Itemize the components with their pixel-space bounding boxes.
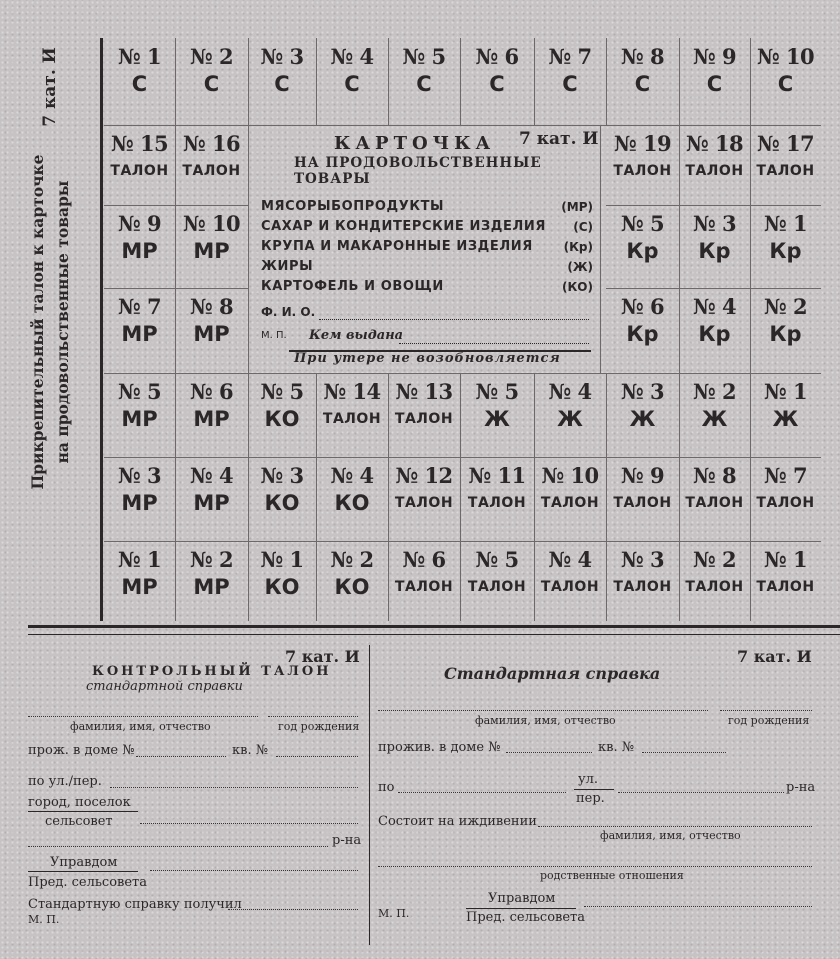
coupon-cell[interactable] <box>679 38 750 125</box>
stub-title-line2: на продовольственные товары <box>53 180 72 464</box>
coupon-code: С <box>562 72 578 96</box>
coupon-cell[interactable] <box>606 205 679 288</box>
control-house-field[interactable] <box>136 756 226 757</box>
coupon-code: Кр <box>698 322 731 346</box>
coupon-number: № 3 <box>692 211 737 236</box>
coupon-number: № 6 <box>189 379 234 404</box>
coupon-cell[interactable] <box>460 541 534 621</box>
control-street-field[interactable] <box>110 787 358 788</box>
coupon-number: № 4 <box>330 44 374 69</box>
control-district-label: р-на <box>332 833 362 848</box>
coupon-cell[interactable] <box>606 288 679 373</box>
card-item-label: ЖИРЫ <box>261 259 314 274</box>
certificate-title: Стандартная справка <box>444 664 661 683</box>
coupon-number: № 17 <box>756 131 815 156</box>
coupon-cell[interactable] <box>750 288 821 373</box>
coupon-number: № 1 <box>117 547 162 572</box>
coupon-number: № 3 <box>620 547 665 572</box>
coupon-code: С <box>131 72 148 96</box>
grid-line <box>248 38 249 125</box>
coupon-code: Кр <box>698 239 731 263</box>
coupon-code: КО <box>334 491 370 515</box>
coupon-number: № 7 <box>763 463 808 488</box>
coupon-code: ТАЛОН <box>394 411 454 427</box>
coupon-code: ТАЛОН <box>540 495 600 511</box>
control-manager-label: Управдом <box>50 855 118 870</box>
coupon-code: С <box>706 72 723 96</box>
certificate-po-label: по <box>378 780 395 795</box>
card-no-replace-note: При утере не возобновляется <box>294 351 561 366</box>
control-chair-label: Пред. сельсовета <box>28 875 147 890</box>
stub-title-line1: Прикрепительный талон к карточке <box>28 154 47 490</box>
coupon-code: ТАЛОН <box>322 411 382 427</box>
coupon-code: Кр <box>626 322 659 346</box>
certificate-apt-label: кв. № <box>598 740 635 755</box>
stub-divider <box>100 38 103 621</box>
coupon-number: № 3 <box>620 379 665 404</box>
certificate-dependent-field[interactable] <box>538 826 812 827</box>
coupon-number: № 8 <box>692 463 737 488</box>
coupon-cell[interactable] <box>679 125 750 205</box>
coupon-number: № 13 <box>395 379 453 404</box>
coupon-code: С <box>777 72 794 96</box>
coupon-number: № 10 <box>182 211 241 236</box>
coupon-cell[interactable] <box>534 457 606 541</box>
certificate-street-field[interactable] <box>618 792 784 793</box>
coupon-number: № 4 <box>189 463 234 488</box>
card-item-code: (Ж) <box>567 260 593 274</box>
coupon-cell[interactable] <box>104 457 175 541</box>
coupon-code: ТАЛОН <box>467 579 527 595</box>
coupon-cell[interactable] <box>388 38 460 125</box>
control-stamp-label: М. П. <box>28 913 60 926</box>
coupon-cell[interactable] <box>534 373 606 457</box>
coupon-code: МР <box>121 491 158 515</box>
coupon-cell[interactable] <box>750 38 821 125</box>
certificate-fio-field[interactable] <box>378 710 708 711</box>
control-category: 7 кат. И <box>285 647 360 666</box>
grid-line <box>175 38 176 125</box>
coupon-number: № 6 <box>475 44 519 69</box>
coupon-number: № 2 <box>189 547 234 572</box>
coupon-cell[interactable] <box>175 457 248 541</box>
certificate-birth-field[interactable] <box>720 710 812 711</box>
coupon-code: КО <box>334 575 370 599</box>
control-apt-field[interactable] <box>276 756 358 757</box>
coupon-code: Кр <box>769 239 802 263</box>
grid-line <box>388 38 389 125</box>
coupon-cell[interactable] <box>104 125 175 205</box>
coupon-number: № 4 <box>692 294 737 319</box>
coupon-number: № 5 <box>475 547 519 572</box>
control-subtitle: стандартной справки <box>86 679 243 694</box>
coupon-cell[interactable] <box>316 373 388 457</box>
grid-line <box>750 125 751 373</box>
coupon-cell[interactable] <box>606 457 679 541</box>
grid-line <box>750 38 751 125</box>
coupon-code: ТАЛОН <box>756 579 815 595</box>
control-city-underline <box>28 811 138 812</box>
grid-line <box>606 373 607 621</box>
coupon-number: № 5 <box>260 379 304 404</box>
control-received-field[interactable] <box>228 909 358 910</box>
coupon-cell[interactable] <box>606 373 679 457</box>
coupon-cell[interactable] <box>460 373 534 457</box>
coupon-cell[interactable] <box>175 38 248 125</box>
control-manager-underline <box>28 871 138 872</box>
coupon-cell[interactable] <box>316 38 388 125</box>
coupon-code: С <box>489 72 505 96</box>
coupon-code: Ж <box>484 407 510 431</box>
card-title: КАРТОЧКА <box>334 133 496 154</box>
coupon-cell[interactable] <box>606 541 679 621</box>
grid-line <box>606 288 821 289</box>
coupon-cell[interactable] <box>750 457 821 541</box>
stub-title <box>25 154 75 489</box>
grid-line <box>316 38 317 125</box>
card-item-code: (МР) <box>561 200 593 214</box>
card-item-code: (Кр) <box>563 240 593 254</box>
coupon-cell[interactable] <box>679 373 750 457</box>
grid-line <box>679 38 680 125</box>
coupon-number: № 1 <box>260 547 304 572</box>
coupon-number: № 2 <box>692 547 737 572</box>
control-birth-label: год рождения <box>278 720 360 733</box>
certificate-dependent-label: Состоит на иждивении <box>378 814 537 829</box>
coupon-code: Ж <box>701 407 728 431</box>
coupon-code: С <box>416 72 432 96</box>
coupon-code: Ж <box>557 407 583 431</box>
coupon-number: № 4 <box>548 547 592 572</box>
certificate-birth-label: год рождения <box>728 714 810 727</box>
coupon-code: МР <box>193 239 230 263</box>
coupon-number: № 1 <box>117 44 162 69</box>
grid-line <box>316 373 317 621</box>
coupon-code: Кр <box>626 239 659 263</box>
coupon-number: № 3 <box>260 463 304 488</box>
coupon-code: МР <box>121 575 158 599</box>
coupon-code: МР <box>193 491 230 515</box>
certificate-relation-label: родственные отношения <box>540 869 684 882</box>
coupon-code: ТАЛОН <box>685 579 744 595</box>
grid-line <box>248 373 249 621</box>
coupon-cell[interactable] <box>175 288 248 373</box>
coupon-number: № 11 <box>468 463 526 488</box>
card-stamp-label: М. П. <box>261 330 287 341</box>
grid-line <box>460 38 461 125</box>
coupon-code: ТАЛОН <box>613 163 672 179</box>
control-village-label: сельсовет <box>45 814 113 829</box>
coupon-cell[interactable] <box>175 205 248 288</box>
coupon-number: № 9 <box>692 44 737 69</box>
coupon-cell[interactable] <box>460 38 534 125</box>
grid-line <box>606 38 607 125</box>
coupon-code: ТАЛОН <box>756 495 815 511</box>
coupon-number: № 10 <box>541 463 599 488</box>
coupon-number: № 9 <box>117 211 162 236</box>
certificate-fio-label: фамилия, имя, отчество <box>475 714 616 727</box>
grid-line <box>104 373 821 374</box>
coupon-code: МР <box>121 239 158 263</box>
coupon-number: № 14 <box>323 379 381 404</box>
card-subtitle: НА ПРОДОВОЛЬСТВЕННЫЕ ТОВАРЫ <box>294 155 542 187</box>
grid-line <box>534 373 535 621</box>
ration-card-panel <box>249 125 601 365</box>
coupon-code: ТАЛОН <box>394 579 454 595</box>
coupon-number: № 4 <box>548 379 592 404</box>
coupon-code: КО <box>264 407 300 431</box>
coupon-number: № 3 <box>260 44 304 69</box>
coupon-number: № 2 <box>189 44 234 69</box>
certificate-district-label: р-на <box>786 780 816 795</box>
grid-line <box>534 38 535 125</box>
control-fio-label: фамилия, имя, отчество <box>70 720 211 733</box>
coupon-cell[interactable] <box>388 373 460 457</box>
coupon-cell[interactable] <box>534 541 606 621</box>
coupon-code: ТАЛОН <box>110 163 169 179</box>
control-city-field[interactable] <box>140 823 358 824</box>
certificate-stamp-label: М. П. <box>378 907 410 920</box>
coupon-cell[interactable] <box>175 373 248 457</box>
coupon-code: ТАЛОН <box>685 495 744 511</box>
coupon-cell[interactable] <box>606 125 679 205</box>
coupon-cell[interactable] <box>248 373 316 457</box>
coupon-number: № 5 <box>117 379 162 404</box>
coupon-number: № 4 <box>330 463 374 488</box>
certificate-manager-underline <box>466 908 576 909</box>
coupon-cell[interactable] <box>460 457 534 541</box>
coupon-cell[interactable] <box>316 457 388 541</box>
coupon-code: ТАЛОН <box>613 495 672 511</box>
coupon-code: ТАЛОН <box>613 579 672 595</box>
coupon-code: С <box>344 72 360 96</box>
certificate-relation-field[interactable] <box>378 866 812 867</box>
coupon-number: № 6 <box>620 294 665 319</box>
coupon-code: МР <box>121 322 158 346</box>
coupon-cell[interactable] <box>104 205 175 288</box>
grid-line <box>104 288 248 289</box>
coupon-cell[interactable] <box>388 541 460 621</box>
control-street-label: по ул./пер. <box>28 774 102 789</box>
certificate-lane-label: пер. <box>576 791 605 806</box>
coupon-cell[interactable] <box>750 205 821 288</box>
control-fio-field[interactable] <box>28 716 258 717</box>
coupon-code: МР <box>193 322 230 346</box>
grid-line <box>679 373 680 621</box>
coupon-code: ТАЛОН <box>182 163 241 179</box>
grid-line <box>104 205 248 206</box>
coupon-cell[interactable] <box>104 373 175 457</box>
grid-line <box>104 541 821 542</box>
coupon-code: ТАЛОН <box>467 495 527 511</box>
coupon-code: КО <box>264 575 300 599</box>
certificate-street-fraction <box>574 789 614 790</box>
control-district-field[interactable] <box>28 846 328 847</box>
coupon-cell[interactable] <box>606 38 679 125</box>
coupon-code: ТАЛОН <box>756 163 815 179</box>
section-divider <box>28 625 840 628</box>
coupon-code: МР <box>121 407 158 431</box>
coupon-number: № 15 <box>110 131 169 156</box>
coupon-number: № 1 <box>763 547 808 572</box>
control-title: КОНТРОЛЬНЫЙ ТАЛОН <box>92 664 332 679</box>
coupon-cell[interactable] <box>750 373 821 457</box>
coupon-number: № 1 <box>763 379 808 404</box>
control-apt-label: кв. № <box>232 743 269 758</box>
coupon-cell[interactable] <box>104 541 175 621</box>
certificate-manager-label: Управдом <box>488 891 556 906</box>
card-item-code: (С) <box>573 220 593 234</box>
card-fio-field[interactable] <box>319 319 589 320</box>
control-city-label: город, поселок <box>28 795 131 810</box>
certificate-street-label: ул. <box>578 772 599 787</box>
control-signature-field[interactable] <box>150 870 358 871</box>
control-house-label: прож. в доме № <box>28 743 135 758</box>
coupon-cell[interactable] <box>534 38 606 125</box>
coupon-number: № 18 <box>685 131 744 156</box>
coupon-cell[interactable] <box>679 541 750 621</box>
coupon-number: № 10 <box>756 44 815 69</box>
coupon-code: Ж <box>629 407 656 431</box>
certificate-locality-field[interactable] <box>398 792 566 793</box>
certificate-house-label: прожив. в доме № <box>378 740 501 755</box>
coupon-cell[interactable] <box>388 457 460 541</box>
coupon-cell[interactable] <box>175 125 248 205</box>
grid-line <box>679 125 680 373</box>
coupon-code: Ж <box>772 407 799 431</box>
coupon-number: № 8 <box>620 44 665 69</box>
grid-line <box>388 373 389 621</box>
certificate-fio2-label: фамилия, имя, отчество <box>600 829 741 842</box>
coupon-number: № 3 <box>117 463 162 488</box>
card-item-label: САХАР И КОНДИТЕРСКИЕ ИЗДЕЛИЯ <box>261 219 546 234</box>
coupon-code: МР <box>193 575 230 599</box>
coupon-number: № 8 <box>189 294 234 319</box>
coupon-number: № 7 <box>117 294 162 319</box>
coupon-code: С <box>203 72 220 96</box>
certificate-signature-field[interactable] <box>584 906 812 907</box>
coupon-number: № 2 <box>330 547 374 572</box>
card-item-label: КАРТОФЕЛЬ И ОВОЩИ <box>261 279 444 294</box>
coupon-cell[interactable] <box>104 288 175 373</box>
coupon-code: Кр <box>769 322 802 346</box>
grid-line <box>460 373 461 621</box>
attachment-stub <box>10 32 90 612</box>
certificate-house-field[interactable] <box>506 752 592 753</box>
coupon-code: ТАЛОН <box>540 579 600 595</box>
card-issued-field[interactable] <box>399 343 589 344</box>
card-issued-label: Кем выдана <box>309 328 404 343</box>
coupon-number: № 2 <box>763 294 808 319</box>
grid-line <box>175 373 176 621</box>
grid-line <box>175 125 176 373</box>
coupon-cell[interactable] <box>248 38 316 125</box>
coupon-number: № 19 <box>613 131 672 156</box>
certificate-chair-label: Пред. сельсовета <box>466 910 585 925</box>
card-item-code: (КО) <box>562 280 593 294</box>
coupon-number: № 12 <box>395 463 453 488</box>
coupon-cell[interactable] <box>248 541 316 621</box>
coupon-cell[interactable] <box>679 205 750 288</box>
card-category: 7 кат. И <box>519 129 599 149</box>
certificate-category: 7 кат. И <box>737 647 812 666</box>
grid-line <box>750 373 751 621</box>
card-item-label: КРУПА И МАКАРОННЫЕ ИЗДЕЛИЯ <box>261 239 533 254</box>
coupon-code: С <box>634 72 651 96</box>
coupon-code: ТАЛОН <box>685 163 744 179</box>
coupon-cell[interactable] <box>175 541 248 621</box>
control-birth-field[interactable] <box>268 716 358 717</box>
coupon-number: № 5 <box>620 211 665 236</box>
coupon-number: № 6 <box>402 547 446 572</box>
coupon-cell[interactable] <box>679 457 750 541</box>
grid-line <box>606 205 821 206</box>
stub-certificate-divider <box>369 645 370 945</box>
coupon-code: КО <box>264 491 300 515</box>
coupon-code: МР <box>193 407 230 431</box>
coupon-code: С <box>274 72 290 96</box>
grid-line <box>104 457 821 458</box>
coupon-cell[interactable] <box>248 457 316 541</box>
card-fio-label: Ф. И. О. <box>261 305 316 319</box>
coupon-number: № 16 <box>182 131 241 156</box>
coupon-number: № 7 <box>548 44 592 69</box>
coupon-number: № 1 <box>763 211 808 236</box>
control-received-label: Стандартную справку получил <box>28 897 242 912</box>
coupon-number: № 5 <box>402 44 446 69</box>
coupon-cell[interactable] <box>104 38 175 125</box>
coupon-cell[interactable] <box>316 541 388 621</box>
coupon-cell[interactable] <box>750 541 821 621</box>
stub-category: 7 кат. И <box>40 47 60 127</box>
coupon-code: ТАЛОН <box>394 495 454 511</box>
card-item-label: МЯСОРЫБОПРОДУКТЫ <box>261 199 445 214</box>
coupon-cell[interactable] <box>679 288 750 373</box>
certificate-apt-field[interactable] <box>642 752 726 753</box>
section-divider-thin <box>28 634 840 635</box>
coupon-number: № 2 <box>692 379 737 404</box>
coupon-cell[interactable] <box>750 125 821 205</box>
coupon-number: № 9 <box>620 463 665 488</box>
coupon-number: № 5 <box>475 379 519 404</box>
